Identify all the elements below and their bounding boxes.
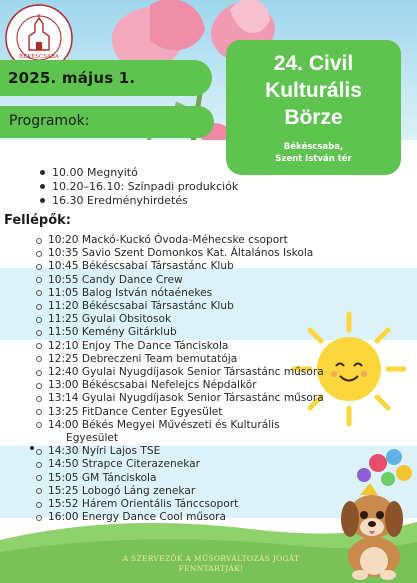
performer-item: 14:00 Békés Megyei Művészeti és Kulturális	[48, 419, 324, 432]
bullet-icon	[36, 264, 42, 270]
performers-list	[48, 234, 324, 524]
disclaimer-line-2: FENNTARTJÁK!	[178, 564, 244, 573]
bullet-icon	[40, 198, 45, 203]
program-list	[52, 166, 238, 208]
program-item: 16.30 Eredményhirdetés	[52, 194, 238, 208]
bullet-icon	[36, 383, 42, 389]
performer-item: 11:20 Békéscsabai Társastánc Klub	[48, 300, 324, 313]
bullet-icon	[36, 462, 42, 468]
event-title-line-1: 24. Civil	[273, 52, 354, 75]
bullet-icon	[36, 251, 42, 257]
bullet-icon	[36, 396, 42, 402]
bullet-icon	[36, 370, 42, 376]
bullet-icon	[40, 170, 45, 175]
program-heading: Programok:	[9, 113, 90, 129]
puppy-illustration	[320, 445, 417, 583]
bullet-icon	[30, 446, 34, 450]
performer-item: 10:35 Savio Szent Domonkos Kat. Általános Iskola	[48, 247, 324, 260]
bullet-icon	[36, 304, 42, 310]
program-item: 10.00 Megnyitó	[52, 166, 238, 180]
bullet-icon	[36, 238, 42, 244]
program-item: 10.20–16.10: Színpadi produkciók	[52, 180, 238, 194]
bullet-icon	[40, 184, 45, 189]
performer-item: 12:25 Debreczeni Team bemutatója	[48, 353, 324, 366]
performer-item: 10:55 Candy Dance Crew	[48, 274, 324, 287]
performer-item: 12:10 Enjoy The Dance Tánciskola	[48, 340, 324, 353]
bullet-icon	[36, 317, 42, 323]
performer-item: 15:52 Hárem Orientális Tánccsoport	[48, 498, 324, 511]
event-title-line-3: Börze	[284, 106, 343, 129]
performer-item: 14:50 Strapce Citerazenekar	[48, 458, 324, 471]
performer-item: 11:05 Balog István nótaénekes	[48, 287, 324, 300]
performer-item: 15:05 GM Tánciskola	[48, 472, 324, 485]
bullet-icon	[36, 449, 42, 455]
performer-item: 13:25 FitDance Center Egyesület	[48, 406, 324, 419]
performer-item: 12:40 Gyulai Nyugdíjasok Senior Társastánc műsora	[48, 366, 324, 379]
disclaimer-line-1: A SZERVEZŐK A MŰSORVÁLTOZÁS JOGÁT	[122, 554, 300, 563]
performer-item: 11:25 Gyulai Obsitosok	[48, 313, 324, 326]
performer-item: 13:14 Gyulai Nyugdíjasok Senior Társastánc műsora	[48, 392, 324, 405]
performers-heading: Fellépők:	[4, 213, 71, 228]
performer-item: 10:45 Békéscsabai Társastánc Klub	[48, 260, 324, 273]
performer-item: 16:00 Energy Dance Cool műsora	[48, 511, 324, 524]
location-city: Békéscsaba,	[283, 142, 344, 152]
performer-item: 15:25 Lobogó Láng zenekar	[48, 485, 324, 498]
performer-item: 10:20 Mackó-Kuckó Óvoda-Méhecske csoport	[48, 234, 324, 247]
bullet-icon	[36, 330, 42, 336]
bullet-icon	[36, 502, 42, 508]
location-square: Szent István tér	[275, 154, 352, 164]
performer-item: 11:50 Kemény Gitárklub	[48, 326, 324, 339]
event-title-line-2: Kulturális	[265, 79, 362, 102]
performer-item: 14:30 Nyíri Lajos TSE	[48, 445, 324, 458]
event-date: 2025. május 1.	[8, 69, 136, 87]
performer-item-continuation: Egyesület	[66, 432, 119, 445]
svg-text:BÉKÉSCSABA: BÉKÉSCSABA	[19, 54, 59, 60]
performer-item: 13:00 Békéscsabai Nefelejcs Népdalkör	[48, 379, 324, 392]
